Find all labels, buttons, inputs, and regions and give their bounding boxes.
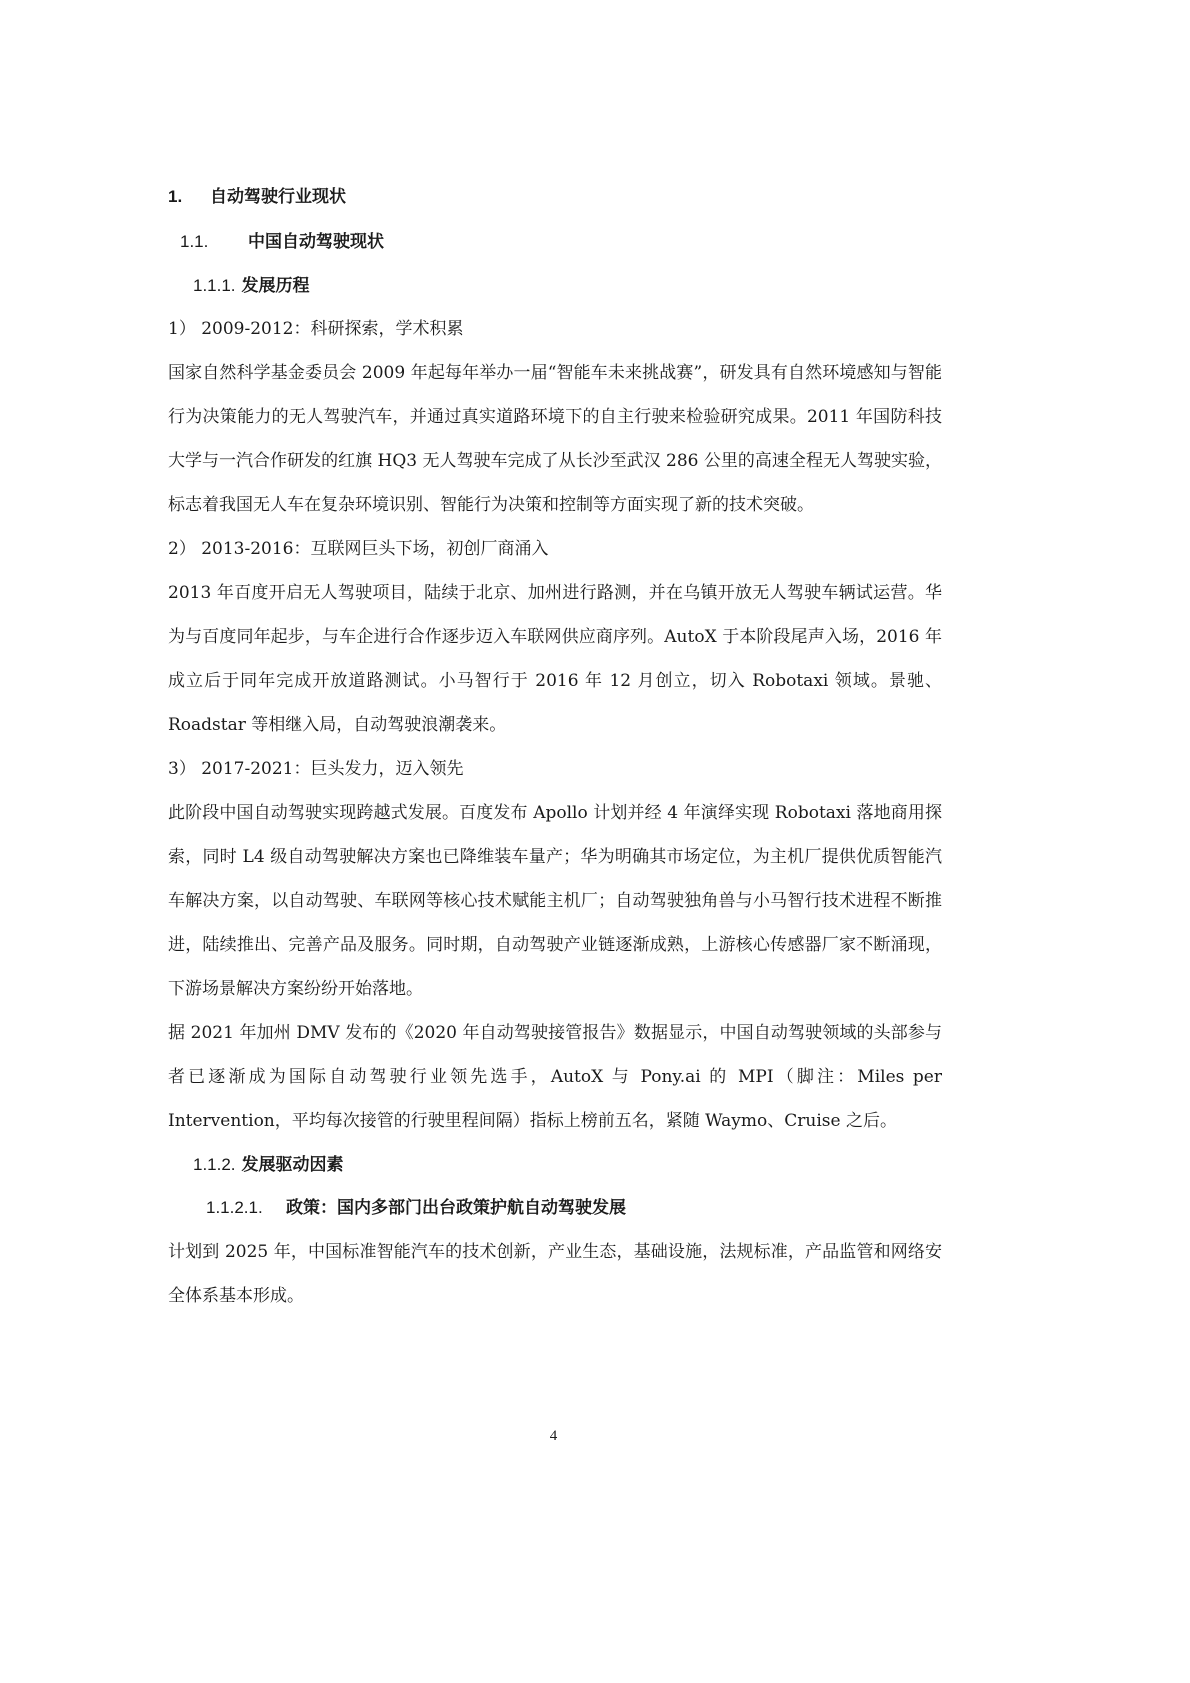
section-heading-1 bbox=[168, 174, 942, 220]
page-number: 4 bbox=[549, 1428, 558, 1444]
phase-2-label: 2） 2013-2016：互联网巨头下场，初创厂商涌入 bbox=[168, 539, 549, 559]
section-heading-1-1 bbox=[168, 220, 942, 264]
phase-2-paragraph: 2013 年百度开启无人驾驶项目，陆续于北京、加州进行路测，并在乌镇开放无人驾驶车辆试运营。华为与百度同年起步，与车企进行合作逐步迈入车联网供应商序列。AutoX 于本阶段尾声入场，2016 年成立后于同年完成开放道路测试。小马智行于 2016 年 12 月创立，切入 Robotaxi 领域。景驰、Roadstar 等相继入局，自动驾驶浪潮袭来。 bbox=[168, 583, 942, 735]
phase-1-paragraph: 国家自然科学基金委员会 2009 年起每年举办一届“智能车未来挑战赛”，研发具有自然环境感知与智能行为决策能力的无人驾驶汽车，并通过真实道路环境下的自主行驶来检验研究成果。2011 年国防科技大学与一汽合作研发的红旗 HQ3 无人驾驶车完成了从长沙至武汉 286 公里的高速全程无人驾驶实验，标志着我国无人车在复杂环境识别、智能行为决策和控制等方面实现了新的技术突破。 bbox=[168, 363, 942, 515]
phase-1-label: 1） 2009-2012：科研探索，学术积累 bbox=[168, 319, 464, 339]
section-title: 自动驾驶行业现状 bbox=[210, 187, 346, 207]
section-title: 发展驱动因素 bbox=[241, 1155, 344, 1175]
section-title: 中国自动驾驶现状 bbox=[248, 232, 384, 252]
section-number: 1.1. bbox=[180, 232, 209, 251]
section-heading-1-1-2-1 bbox=[168, 1186, 942, 1230]
page-content bbox=[168, 174, 942, 1318]
section-heading-1-1-1 bbox=[168, 264, 942, 307]
policy-paragraph: 计划到 2025 年，中国标准智能汽车的技术创新，产业生态，基础设施，法规标准，产品监管和网络安全体系基本形成。 bbox=[168, 1242, 942, 1306]
section-number: 1. bbox=[168, 187, 183, 206]
section-title: 发展历程 bbox=[241, 276, 310, 296]
phase-3-label: 3） 2017-2021：巨头发力，迈入领先 bbox=[168, 759, 464, 779]
phase-3-dmv-paragraph: 据 2021 年加州 DMV 发布的《2020 年自动驾驶接管报告》数据显示，中国自动驾驶领域的头部参与者已逐渐成为国际自动驾驶行业领先选手，AutoX 与 Pony.ai 的 MPI（脚注：Miles per Intervention，平均每次接管的行驶里程间隔）指标上榜前五名，紧随 Waymo、Cruise 之后。 bbox=[168, 1023, 942, 1131]
phase-3-paragraph: 此阶段中国自动驾驶实现跨越式发展。百度发布 Apollo 计划并经 4 年演绎实现 Robotaxi 落地商用探索，同时 L4 级自动驾驶解决方案也已降维装车量产；华为明确其市场定位，为主机厂提供优质智能汽车解决方案，以自动驾驶、车联网等核心技术赋能主机厂；自动驾驶独角兽与小马智行技术进程不断推进，陆续推出、完善产品及服务。同时期，自动驾驶产业链逐渐成熟，上游核心传感器厂家不断涌现，下游场景解决方案纷纷开始落地。 bbox=[168, 803, 942, 999]
section-heading-1-1-2 bbox=[168, 1143, 942, 1186]
section-number: 1.1.2. bbox=[193, 1155, 236, 1174]
section-title: 政策：国内多部门出台政策护航自动驾驶发展 bbox=[286, 1198, 626, 1218]
section-number: 1.1.1. bbox=[193, 276, 236, 295]
section-number: 1.1.2.1. bbox=[206, 1198, 263, 1217]
